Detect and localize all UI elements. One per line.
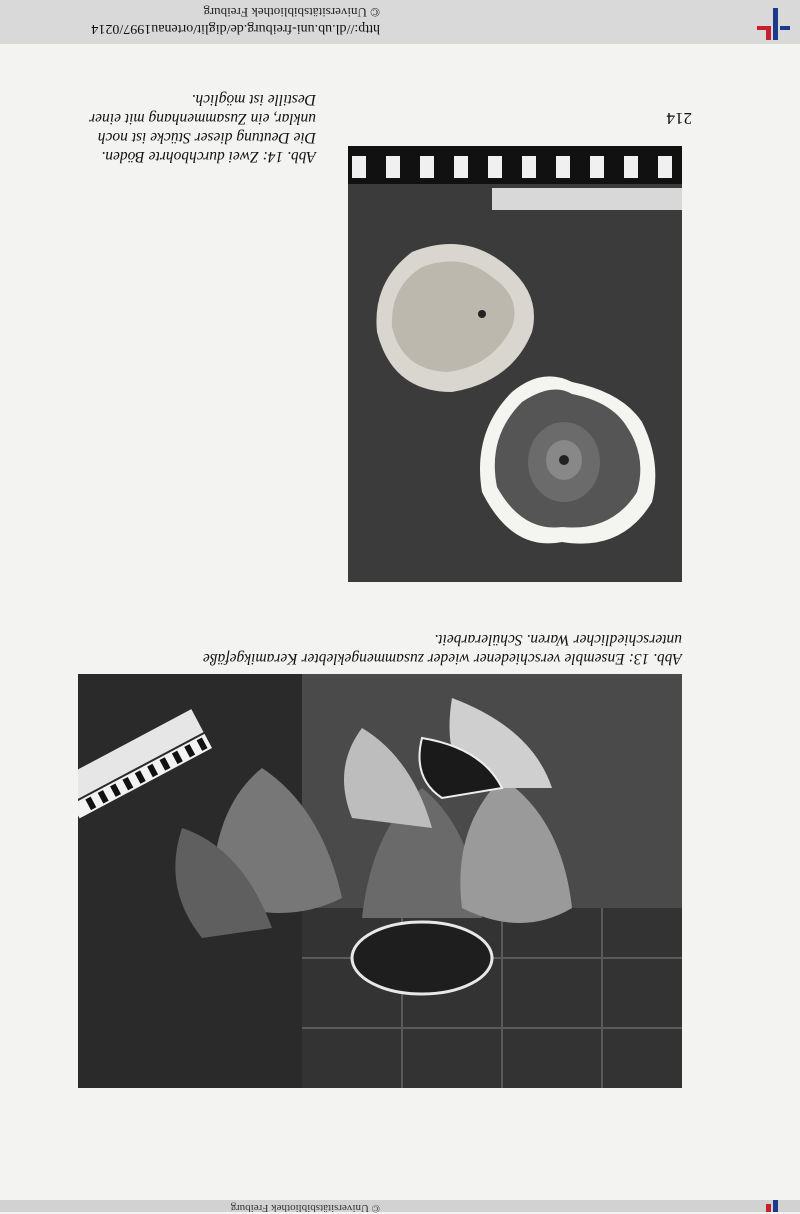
figure-14-caption: Abb. 14: Zwei durchbohrte Böden. Die Deutung dieser Stücke ist noch unklar, ein Zusammenhang mit einer Destille ist möglich. <box>89 91 316 165</box>
library-logo-small-icon <box>744 1200 800 1212</box>
figure-14-photo <box>348 146 682 582</box>
copyright-notice: © Universitätsbibliothek Freiburg <box>203 5 380 20</box>
library-bar-secondary <box>0 1200 800 1212</box>
figure-13-caption: Abb. 13: Ensemble verschiedener wieder zusammengeklebter Keramikgefäße unterschiedlicher Waren. Schülerarbeit. <box>202 631 682 667</box>
page-number: 214 <box>666 109 692 128</box>
figure-13-photo <box>78 674 682 1088</box>
copyright-notice-secondary: © Universitätsbibliothek Freiburg <box>230 1202 380 1214</box>
library-logo-icon <box>744 0 800 44</box>
source-url[interactable]: http://dl.ub.uni-freiburg.de/diglit/ortenau1997/0214 <box>91 21 380 36</box>
